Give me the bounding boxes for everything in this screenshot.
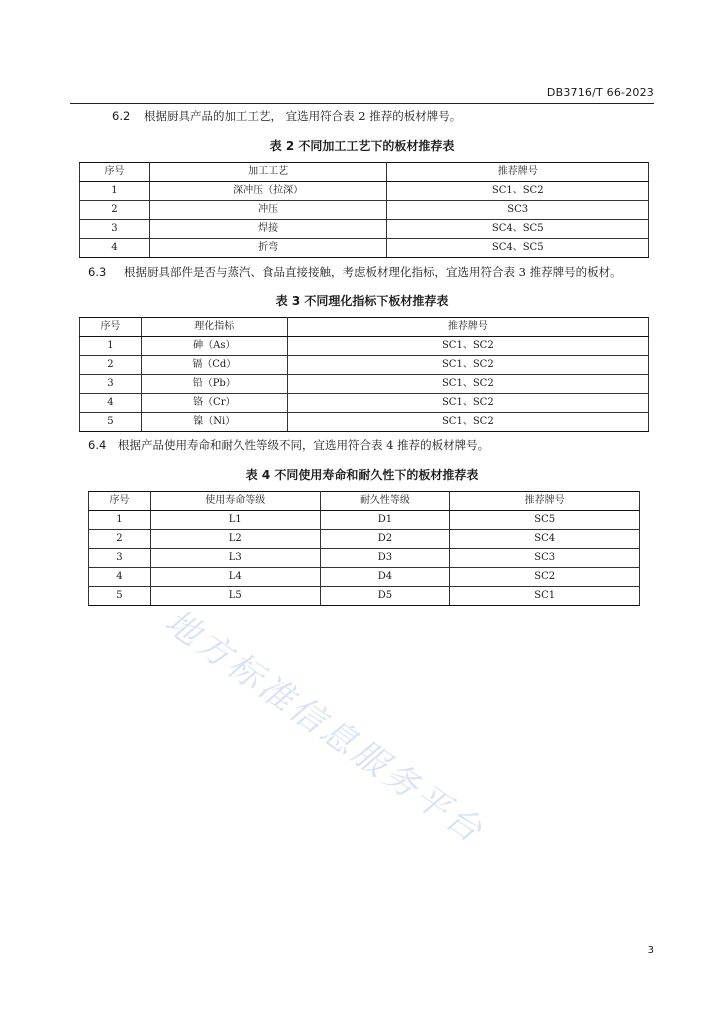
table-row <box>80 201 649 220</box>
table-cell: L3 <box>150 549 320 568</box>
table-cell: SC5 <box>450 511 640 530</box>
table-cell: L2 <box>150 530 320 549</box>
table-row <box>89 511 640 530</box>
table-3-caption: 表 3 不同理化指标下板材推荐表 <box>275 294 449 308</box>
table-cell: 铅（Pb） <box>141 375 287 394</box>
table-cell: 1 <box>80 182 150 201</box>
table-row <box>80 337 649 356</box>
table-cell: D3 <box>320 549 450 568</box>
table-cell: SC1、SC2 <box>287 337 648 356</box>
header-cell: 推荐牌号 <box>450 492 640 511</box>
table-row <box>80 220 649 239</box>
table-cell: 1 <box>89 511 151 530</box>
clause-text: 根据产品使用寿命和耐久性等级不同，宜选用符合表 4 推荐的板材牌号。 <box>118 438 490 452</box>
table-cell: 深冲压（拉深） <box>149 182 387 201</box>
header-cell: 序号 <box>80 163 150 182</box>
table-cell: 铬（Cr） <box>141 394 287 413</box>
header-cell: 推荐牌号 <box>387 163 649 182</box>
table-cell: SC1 <box>450 587 640 606</box>
watermark: 地方标准信息服务平台 <box>157 601 492 853</box>
table-cell: 4 <box>80 239 150 258</box>
table-cell: SC2 <box>450 568 640 587</box>
table-cell: SC1、SC2 <box>287 356 648 375</box>
table-cell: D2 <box>320 530 450 549</box>
table-cell: SC1、SC2 <box>387 182 649 201</box>
table-cell: 砷（As） <box>141 337 287 356</box>
table-row <box>89 587 640 606</box>
header-cell: 推荐牌号 <box>287 318 648 337</box>
table-cell: 4 <box>89 568 151 587</box>
table-cell: D4 <box>320 568 450 587</box>
clause-number: 6.2 <box>112 109 131 123</box>
document-code: DB3716/T 66-2023 <box>546 86 654 99</box>
table-4 <box>88 491 640 606</box>
table-cell: SC3 <box>450 549 640 568</box>
table-cell: SC4 <box>450 530 640 549</box>
table-cell: 镉（Cd） <box>141 356 287 375</box>
table-cell: 3 <box>80 220 150 239</box>
table-row <box>89 530 640 549</box>
table-cell: L5 <box>150 587 320 606</box>
header-cell: 理化指标 <box>141 318 287 337</box>
header-rule <box>70 103 654 104</box>
clause-6-2 <box>112 108 461 124</box>
table-header-row <box>80 318 649 337</box>
table-cell: SC1、SC2 <box>287 413 648 432</box>
table-cell: L1 <box>150 511 320 530</box>
header-cell: 耐久性等级 <box>320 492 450 511</box>
table-cell: 冲压 <box>149 201 387 220</box>
table-cell: 2 <box>80 201 150 220</box>
page-number: 3 <box>647 945 654 956</box>
table-cell: L4 <box>150 568 320 587</box>
clause-6-3 <box>88 264 622 280</box>
table-cell: 镍（Ni） <box>141 413 287 432</box>
table-3 <box>79 317 649 432</box>
table-cell: 5 <box>80 413 142 432</box>
table-row <box>80 182 649 201</box>
table-cell: 5 <box>89 587 151 606</box>
table-cell: 1 <box>80 337 142 356</box>
table-2-caption: 表 2 不同加工工艺下的板材推荐表 <box>269 139 455 153</box>
table-cell: 4 <box>80 394 142 413</box>
header-cell: 使用寿命等级 <box>150 492 320 511</box>
table-2 <box>79 162 649 258</box>
clause-text: 根据厨具部件是否与蒸汽、食品直接接触，考虑板材理化指标，宜选用符合表 3 推荐牌号的板材。 <box>124 265 622 279</box>
header-cell: 序号 <box>89 492 151 511</box>
table-row <box>80 375 649 394</box>
table-cell: D5 <box>320 587 450 606</box>
clause-text: 根据厨具产品的加工工艺， 宜选用符合表 2 推荐的板材牌号。 <box>144 109 462 123</box>
table-row <box>89 568 640 587</box>
table-header-row <box>89 492 640 511</box>
table-cell: 3 <box>89 549 151 568</box>
table-cell: 折弯 <box>149 239 387 258</box>
table-cell: SC1、SC2 <box>287 375 648 394</box>
table-cell: SC3 <box>387 201 649 220</box>
table-row <box>80 413 649 432</box>
table-row <box>80 356 649 375</box>
clause-number: 6.4 <box>88 438 107 452</box>
table-cell: SC1、SC2 <box>287 394 648 413</box>
table-row <box>80 239 649 258</box>
table-header-row <box>80 163 649 182</box>
table-cell: 3 <box>80 375 142 394</box>
table-cell: SC4、SC5 <box>387 220 649 239</box>
table-cell: 2 <box>80 356 142 375</box>
header-cell: 序号 <box>80 318 142 337</box>
clause-number: 6.3 <box>88 265 107 279</box>
table-row <box>80 394 649 413</box>
table-4-caption: 表 4 不同使用寿命和耐久性下的板材推荐表 <box>245 468 479 482</box>
table-cell: D1 <box>320 511 450 530</box>
table-cell: SC4、SC5 <box>387 239 649 258</box>
table-cell: 2 <box>89 530 151 549</box>
table-cell: 焊接 <box>149 220 387 239</box>
header-cell: 加工工艺 <box>149 163 387 182</box>
clause-6-4 <box>88 437 489 453</box>
table-row <box>89 549 640 568</box>
